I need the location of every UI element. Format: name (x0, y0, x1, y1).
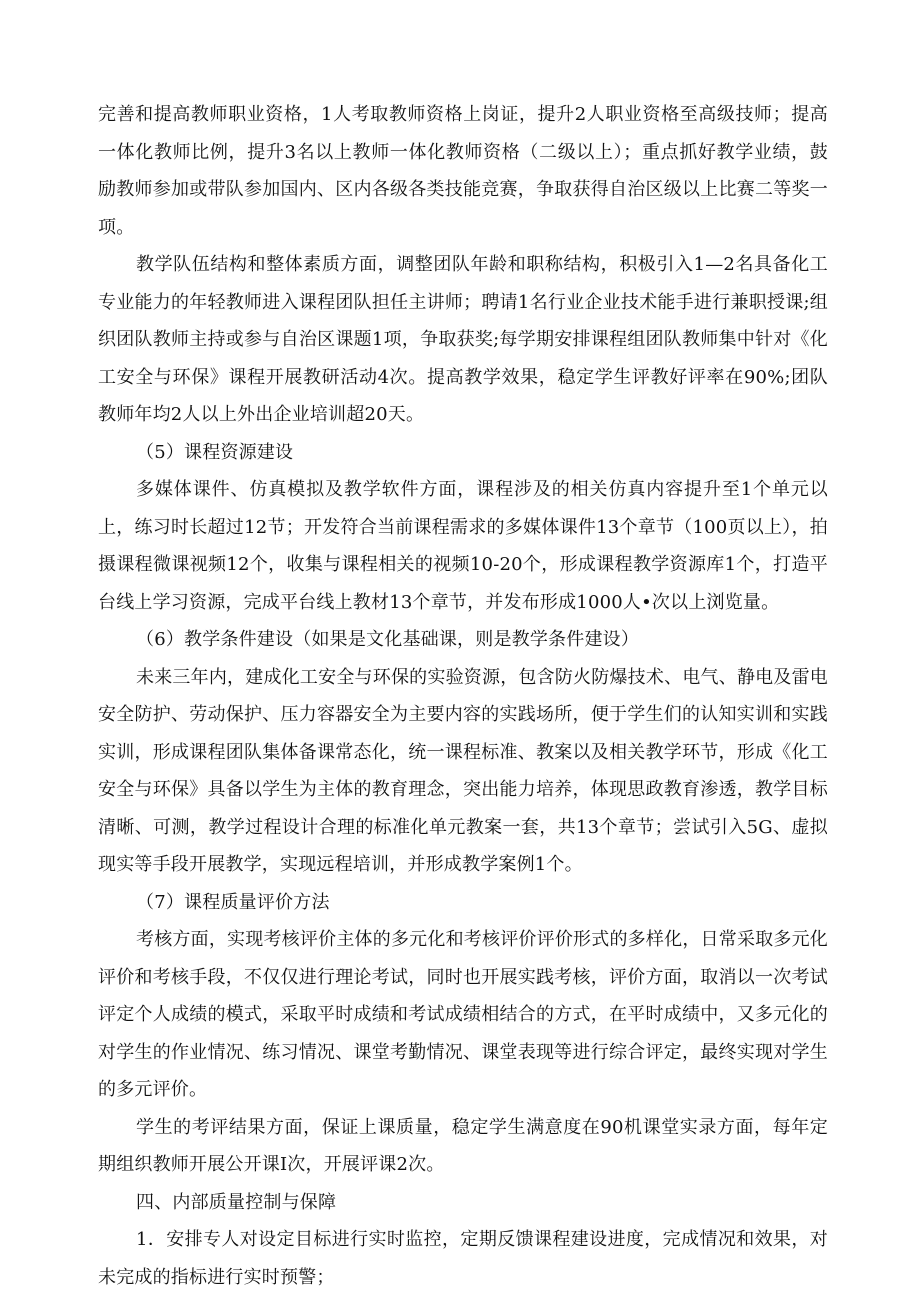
paragraph-assessment: 考核方面，实现考核评价主体的多元化和考核评价评价形式的多样化，日常采取多元化评价和考核手段，不仅仅进行理论考试，同时也开展实践考核，评价方面，取消以一次考试评定个人成绩的模式，采取平时成绩和考试成绩相结合的方式，在平时成绩中，又多元化的对学生的作业情况、练习情况、课堂考勤情况、课堂表现等进行综合评定，最终实现对学生的多元评价。 (98, 929, 828, 1100)
paragraph-team-structure: 教学队伍结构和整体素质方面，调整团队年龄和职称结构，积极引入1—2名具备化工专业能力的年轻教师进入课程团队担任主讲师；聘请1名行业企业技术能手进行兼职授课;组织团队教师主持或参与自治区课题1项，争取获奖;每学期安排课程组团队教师集中针对《化工安全与环保》课程开展教研活动4次。提高教学效果，稳定学生评教好评率在90%;团队教师年均2人以上外出企业培训超20天。 (98, 254, 828, 425)
subheading-quality-evaluation: （7）课程质量评价方法 (136, 891, 330, 913)
document-body (98, 96, 828, 1296)
subheading-course-resources: （5）课程资源建设 (136, 441, 294, 463)
paragraph-monitoring: 1．安排专人对设定目标进行实时监控，定期反馈课程建设进度，完成情况和效果，对未完成的指标进行实时预警； (98, 1229, 828, 1288)
paragraph-teaching-conditions: 未来三年内，建成化工安全与环保的实验资源，包含防火防爆技术、电气、静电及雷电安全防护、劳动保护、压力容器安全为主要内容的实践场所，便于学生们的认知实训和实践实训，形成课程团队集体备课常态化，统一课程标准、教案以及相关教学环节，形成《化工安全与环保》具备以学生为主体的教育理念，突出能力培养，体现思政教育渗透，教学目标清晰、可测，教学过程设计合理的标准化单元教案一套，共13个章节；尝试引入5G、虚拟现实等手段开展教学，实现远程培训，并形成教学案例1个。 (98, 666, 828, 875)
paragraph-student-evaluation: 学生的考评结果方面，保证上课质量，稳定学生满意度在90机课堂实录方面，每年定期组织教师开展公开课Ⅰ次，开展评课2次。 (98, 1116, 828, 1175)
section-heading-quality-control: 四、内部质量控制与保障 (136, 1191, 337, 1213)
subheading-teaching-conditions: （6）教学条件建设（如果是文化基础课，则是教学条件建设） (136, 629, 640, 650)
paragraph-course-resources: 多媒体课件、仿真模拟及教学软件方面，课程涉及的相关仿真内容提升至1个单元以上，练习时长超过12节；开发符合当前课程需求的多媒体课件13个章节（100页以上），拍摄课程微课视频12个，收集与课程相关的视频10-20个，形成课程教学资源库1个，打造平台线上学习资源，完成平台线上教材13个章节，并发布形成1000人•次以上浏览量。 (98, 479, 828, 613)
paragraph-teacher-qualification: 完善和提高教师职业资格，1人考取教师资格上岗证，提升2人职业资格至高级技师；提高一体化教师比例，提升3名以上教师一体化教师资格（二级以上）；重点抓好教学业绩，鼓励教师参加或带队参加国内、区内各级各类技能竞赛，争取获得自治区级以上比赛二等奖一项。 (98, 104, 828, 238)
